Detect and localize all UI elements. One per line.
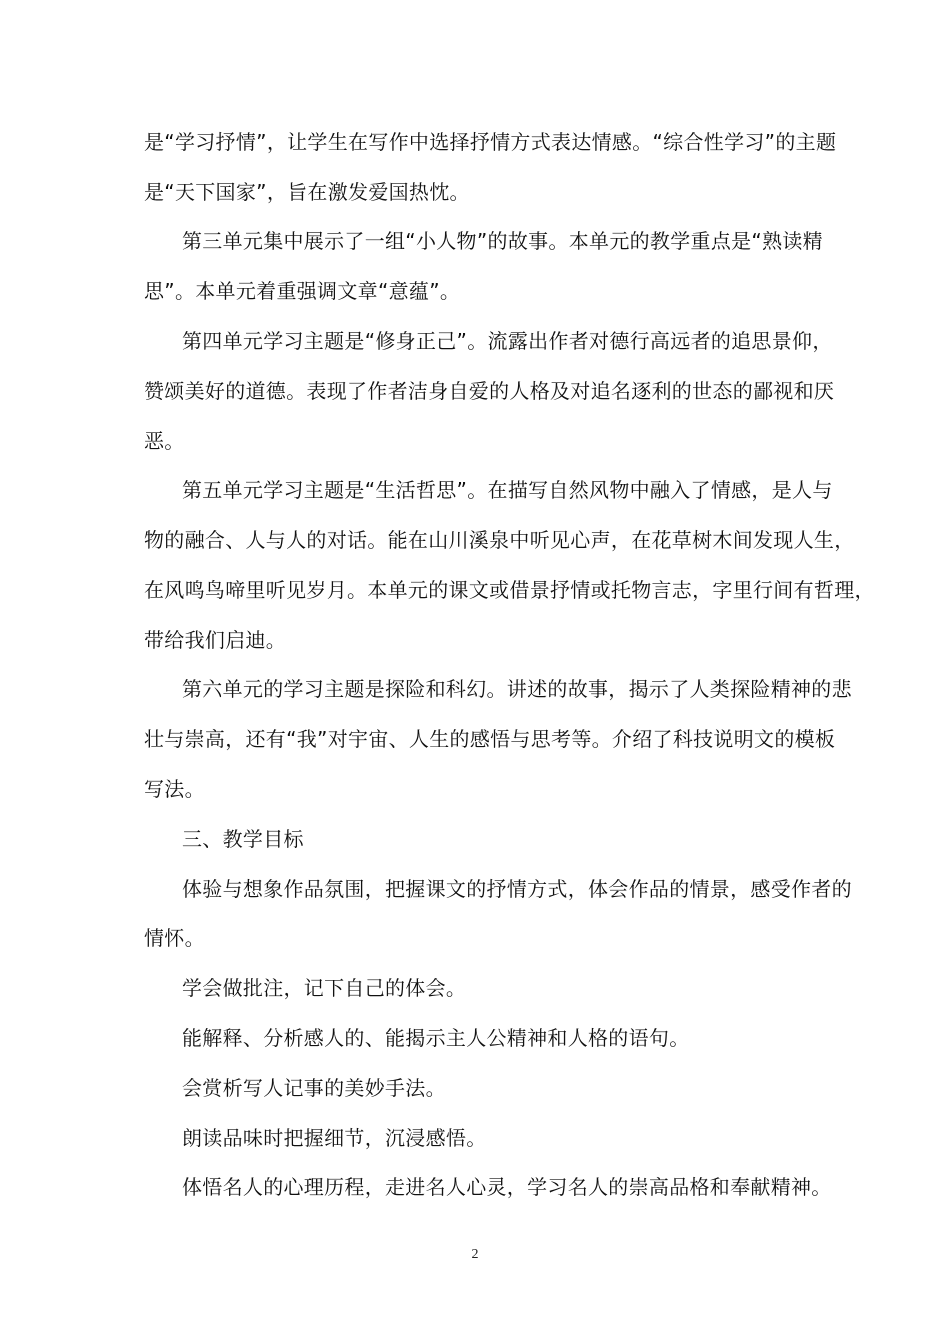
text-line: 壮与崇高，还有“我”对宇宙、人生的感悟与思考等。介绍了科技说明文的模板 (144, 727, 836, 751)
text-line: 情怀。 (144, 926, 205, 950)
paragraph-start: 体悟名人的心理历程，走进名人心灵，学习名人的崇高品格和奉献精神。 (182, 1175, 832, 1199)
paragraph-start: 会赏析写人记事的美妙手法。 (182, 1076, 446, 1100)
text-line: 带给我们启迪。 (144, 628, 287, 652)
paragraph-start: 体验与想象作品氛围，把握课文的抒情方式，体会作品的情景，感受作者的 (182, 877, 852, 901)
paragraph-start: 能解释、分析感人的、能揭示主人公精神和人格的语句。 (182, 1026, 690, 1050)
text-line: 恶。 (144, 429, 185, 453)
page-number: 2 (471, 1247, 479, 1262)
text-line: 思”。本单元着重强调文章“意蕴”。 (144, 279, 461, 303)
text-line: 是“天下国家”，旨在激发爱国热忱。 (144, 180, 470, 204)
section-heading: 三、教学目标 (182, 827, 304, 851)
paragraph-start: 学会做批注，记下自己的体会。 (182, 976, 467, 1000)
text-line: 在风鸣鸟啼里听见岁月。本单元的课文或借景抒情或托物言志，字里行间有哲理， (144, 578, 875, 602)
text-line: 赞颂美好的道德。表现了作者洁身自爱的人格及对追名逐利的世态的鄙视和厌 (144, 379, 835, 403)
text-line: 物的融合、人与人的对话。能在山川溪泉中听见心声，在花草树木间发现人生， (144, 528, 855, 552)
text-line: 写法。 (144, 777, 205, 801)
paragraph-start: 第三单元集中展示了一组“小人物”的故事。本单元的教学重点是“熟读精 (182, 229, 823, 253)
paragraph-start: 第四单元学习主题是“修身正己”。流露出作者对德行高远者的追思景仰， (182, 329, 833, 353)
text-line: 是“学习抒情”，让学生在写作中选择抒情方式表达情感。“综合性学习”的主题 (144, 130, 837, 154)
paragraph-start: 第六单元的学习主题是探险和科幻。讲述的故事，揭示了人类探险精神的悲 (182, 677, 852, 701)
paragraph-start: 第五单元学习主题是“生活哲思”。在描写自然风物中融入了情感，是人与 (182, 478, 833, 502)
paragraph-start: 朗读品味时把握细节，沉浸感悟。 (182, 1126, 487, 1150)
